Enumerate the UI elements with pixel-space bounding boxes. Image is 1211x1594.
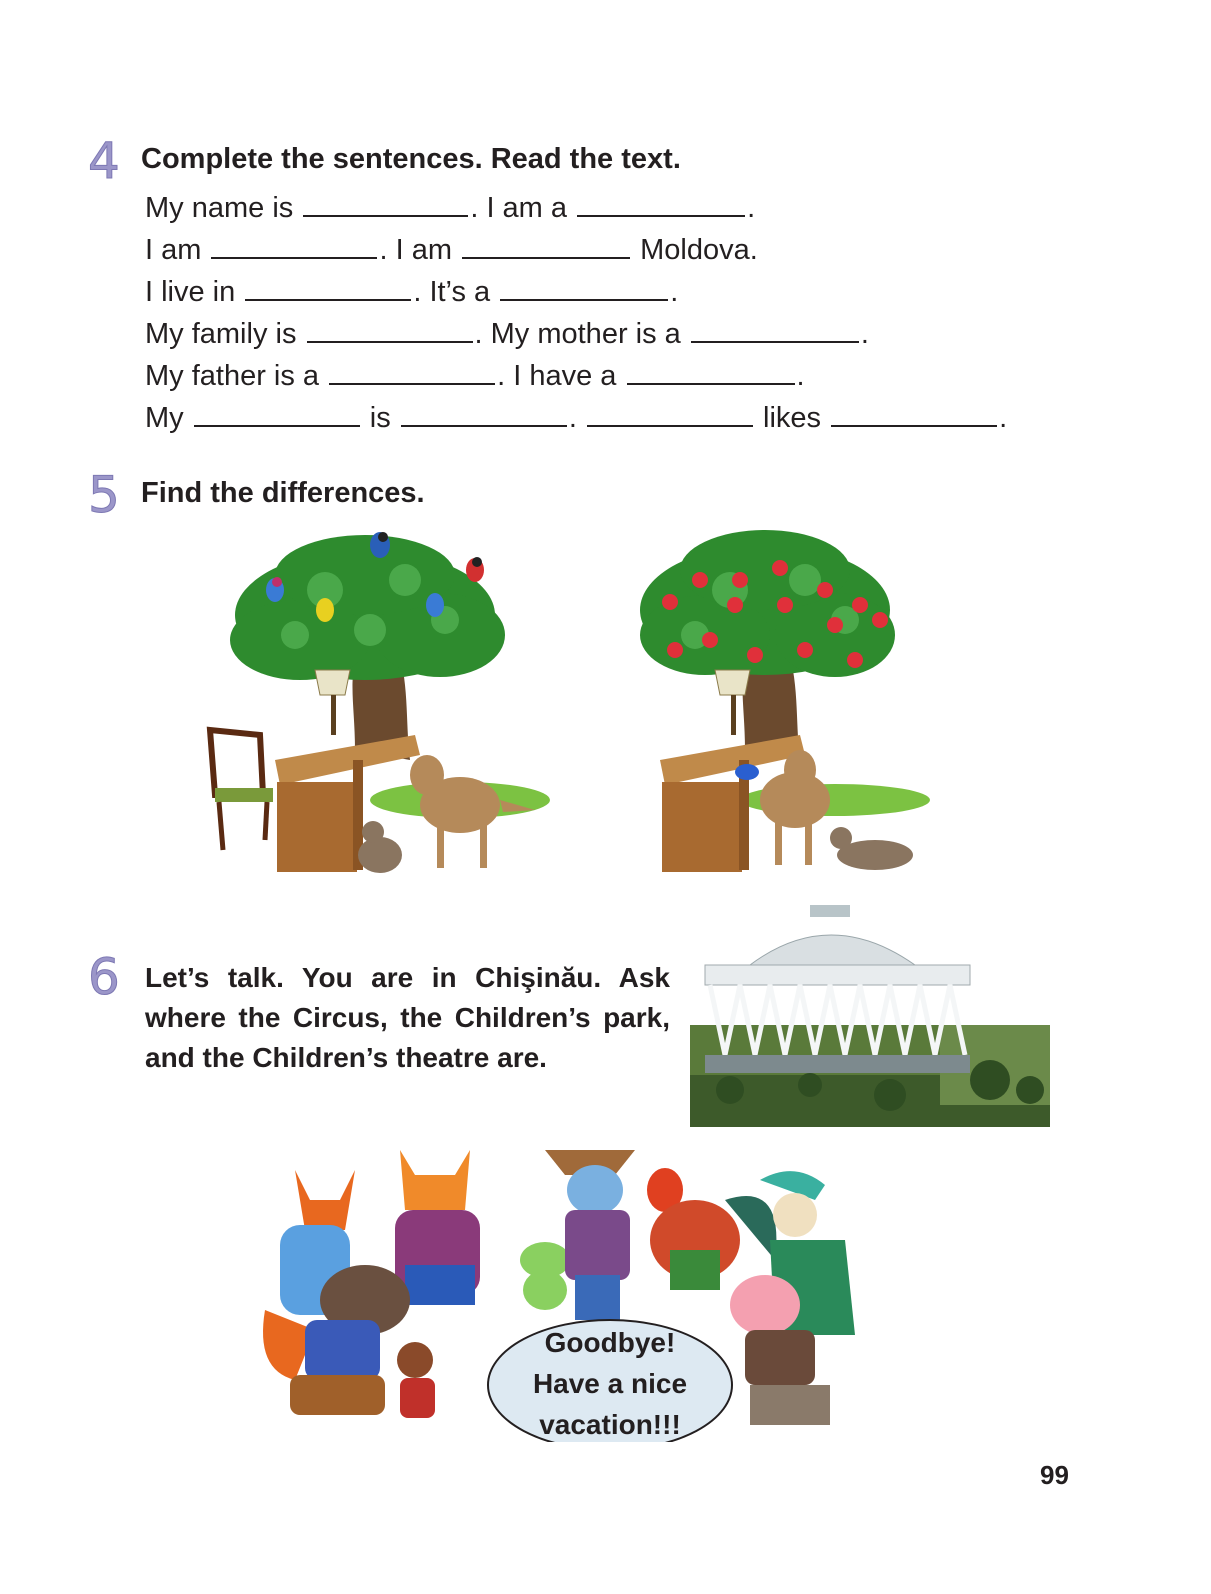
- sentence-text: .: [568, 402, 577, 434]
- speech-bubble-text: [486, 1322, 734, 1445]
- exercise-number-5: 5: [88, 466, 120, 524]
- mouse-icon: [397, 1342, 435, 1418]
- sentence-text: I am: [145, 234, 202, 266]
- frog-icon: [520, 1242, 570, 1310]
- sentence-line-4: [145, 316, 869, 352]
- answer-blank[interactable]: [462, 257, 630, 259]
- exercise-4-title: Complete the sentences. Read the text.: [141, 143, 681, 175]
- answer-blank[interactable]: [587, 425, 753, 427]
- sentence-text: .: [747, 192, 756, 224]
- sentence-text: . I am a: [470, 192, 568, 224]
- bubble-line: Goodbye!: [544, 1327, 676, 1358]
- sentence-text: My father is a: [145, 360, 320, 392]
- answer-blank[interactable]: [500, 299, 668, 301]
- answer-blank[interactable]: [831, 425, 997, 427]
- cat-icon: [395, 1150, 480, 1305]
- exercise-number-6: 6: [88, 948, 120, 1006]
- sentence-text: .: [796, 360, 805, 392]
- answer-blank[interactable]: [303, 215, 468, 217]
- sentence-text: . I am: [379, 234, 452, 266]
- exercise-6-text: Let’s talk. You are in Chişinău. Ask where the Circus, the Children’s park, and the Children’s theatre are.: [145, 962, 670, 1073]
- sentence-text: is: [369, 402, 391, 434]
- sentence-text: My family is: [145, 318, 297, 350]
- exercise-number-4: 4: [88, 132, 120, 190]
- sentence-text: My name is: [145, 192, 294, 224]
- answer-blank[interactable]: [577, 215, 745, 217]
- sentence-text: .: [860, 318, 869, 350]
- sentence-text: . I have a: [497, 360, 617, 392]
- sentence-line-2: [145, 232, 758, 268]
- sentence-text: My: [145, 402, 184, 434]
- rooster-icon: [647, 1168, 776, 1290]
- circus-building-photo: [690, 905, 1050, 1127]
- difference-picture-right: [635, 520, 935, 880]
- answer-blank[interactable]: [194, 425, 360, 427]
- sentence-text: likes: [763, 402, 822, 434]
- answer-blank[interactable]: [211, 257, 377, 259]
- answer-blank[interactable]: [307, 341, 473, 343]
- exercise-5-title: Find the differences.: [141, 477, 425, 509]
- sentence-line-3: [145, 274, 678, 310]
- answer-blank[interactable]: [329, 383, 495, 385]
- sentence-text: . My mother is a: [474, 318, 681, 350]
- sentence-text: .: [999, 402, 1008, 434]
- sentence-text: I live in: [145, 276, 236, 308]
- sentence-text: . It’s a: [413, 276, 491, 308]
- sentence-line-5: [145, 358, 805, 394]
- answer-blank[interactable]: [627, 383, 795, 385]
- sentence-line-1: [145, 190, 755, 226]
- sentence-text: .: [670, 276, 679, 308]
- sentence-text: Moldova.: [640, 234, 758, 266]
- page-number: 99: [1040, 1460, 1069, 1490]
- bubble-line: Have a nice: [532, 1368, 688, 1399]
- answer-blank[interactable]: [245, 299, 411, 301]
- sentence-line-6: [145, 400, 1007, 436]
- answer-blank[interactable]: [401, 425, 567, 427]
- difference-picture-left: [205, 520, 550, 880]
- bubble-line: vacation!!!: [539, 1409, 681, 1440]
- answer-blank[interactable]: [691, 341, 859, 343]
